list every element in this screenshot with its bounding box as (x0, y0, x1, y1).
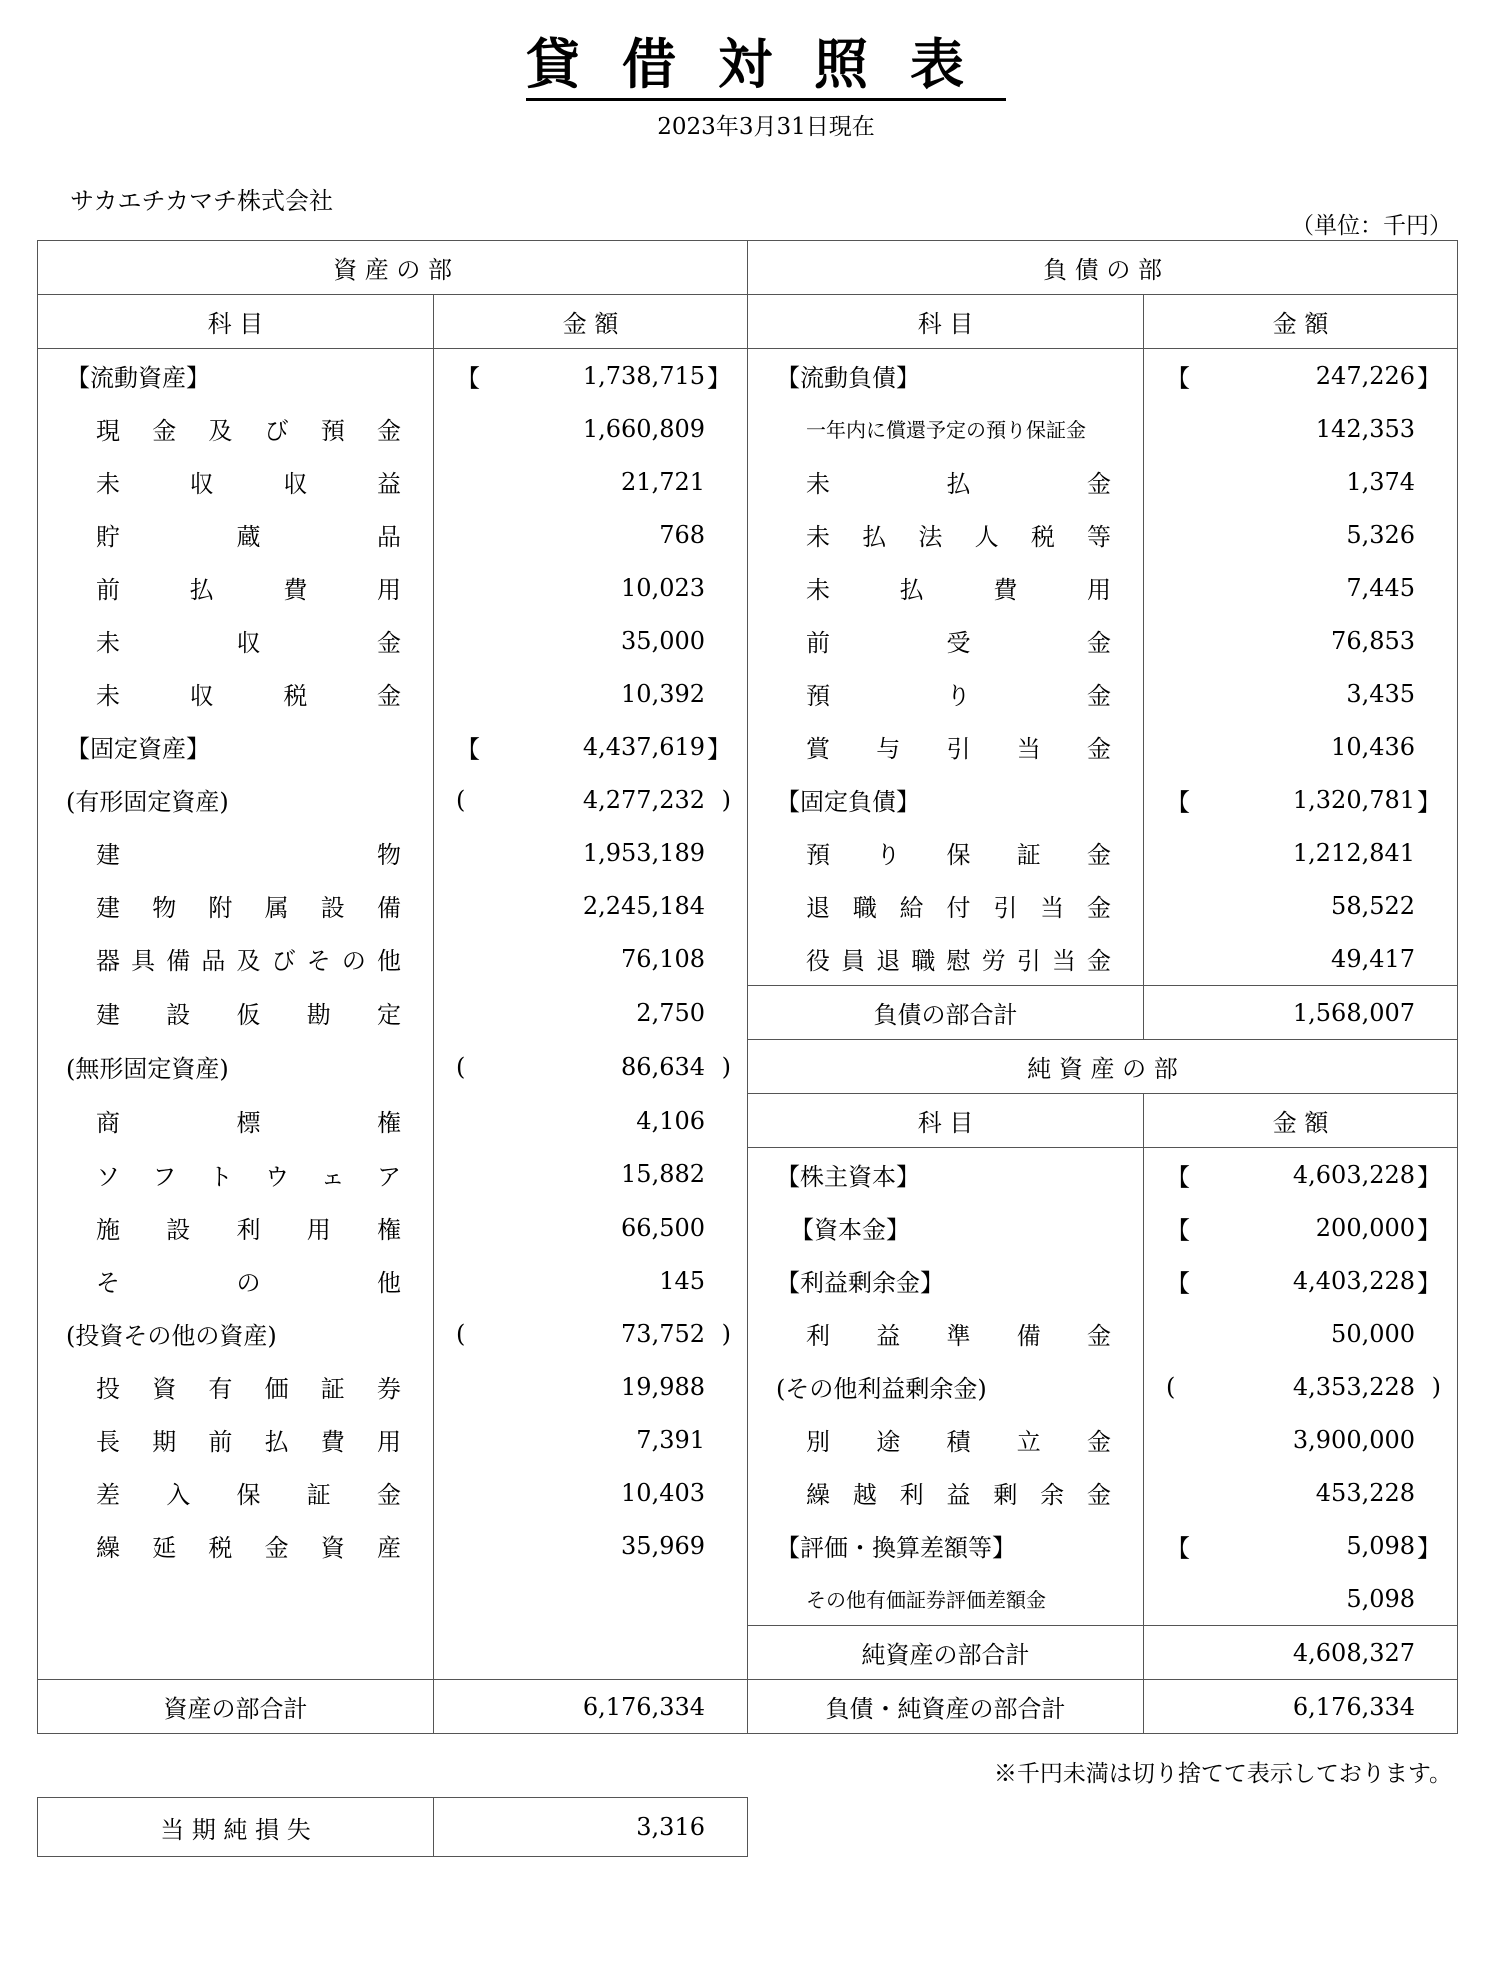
bracket-open: 【 (1166, 1163, 1191, 1191)
bracket-close: 】 (1417, 1163, 1442, 1191)
liabilities-total-label: 負債の部合計 (748, 986, 1144, 1040)
liability-amount-value: 10,436 (1331, 732, 1416, 761)
table-row (38, 1519, 1458, 1572)
liability-item-amount (1144, 879, 1458, 932)
asset-amount-value: 66,500 (621, 1213, 706, 1242)
asset-amount-value: 1,738,715 (582, 361, 706, 390)
liability-item-amount (1144, 508, 1458, 561)
net-item-label: 繰越利益剰余金 (748, 1466, 1144, 1519)
table-row (38, 1040, 1458, 1094)
bracket-close: 】 (1417, 1216, 1442, 1244)
liability-item-amount (1144, 349, 1458, 403)
liability-amount-value: 3,435 (1346, 679, 1416, 708)
table-row (38, 1094, 1458, 1148)
table-row (38, 1413, 1458, 1466)
liabilities-section-header: 負 債 の 部 (748, 241, 1458, 295)
liability-amount-value: 5,326 (1346, 520, 1416, 549)
net-assets-total-item-amount (1144, 1626, 1458, 1680)
net-amount-value: 200,000 (1315, 1213, 1416, 1242)
bracket-open: ( (456, 1319, 466, 1348)
asset-item-label: 【固定資産】 (38, 720, 434, 773)
table-row (38, 879, 1458, 932)
liab-net-total-label: 負債・純資産の部合計 (748, 1680, 1144, 1734)
asset-amount-value: 76,108 (621, 944, 706, 973)
net-item-label: 【評価・換算差額等】 (748, 1519, 1144, 1572)
net-item-amount (1144, 1413, 1458, 1466)
asset-amount-value: 2,750 (636, 998, 706, 1027)
liability-item-amount (1144, 455, 1458, 508)
table-row (38, 1626, 1458, 1680)
asset-item-amount (434, 561, 748, 614)
bracket-close: ) (1431, 1372, 1442, 1401)
assets-amount-header: 金 額 (434, 295, 748, 349)
liability-item-label: 【流動負債】 (748, 349, 1144, 403)
asset-amount-value: 1,660,809 (582, 414, 706, 443)
asset-item-amount (434, 1040, 748, 1094)
liability-item-amount (1144, 402, 1458, 455)
liability-item-amount (1144, 826, 1458, 879)
asset-item-label: 商標権 (38, 1094, 434, 1148)
net-assets-section-header: 純 資 産 の 部 (748, 1040, 1458, 1094)
asset-amount-value: 10,392 (621, 679, 706, 708)
table-row (38, 826, 1458, 879)
asset-amount-value: 86,634 (621, 1052, 706, 1081)
assets-item-header: 科 目 (38, 295, 434, 349)
asset-item-label: 建物 (38, 826, 434, 879)
net-assets-amount-header: 金 額 (1144, 1094, 1458, 1148)
asset-item-label: 前払費用 (38, 561, 434, 614)
net-item-amount (1144, 1360, 1458, 1413)
table-row (38, 1201, 1458, 1254)
net-amount-value: 4,603,228 (1292, 1160, 1416, 1189)
net-loss-value: 3,316 (434, 1798, 748, 1857)
asset-amount-value: 4,277,232 (582, 785, 706, 814)
liability-item-label: 預り金 (748, 667, 1144, 720)
table-row (38, 349, 1458, 403)
asset-item-amount (434, 1519, 748, 1572)
assets-section-header: 資 産 の 部 (38, 241, 748, 295)
asset-amount-value: 4,106 (636, 1106, 706, 1135)
asset-item-amount (434, 614, 748, 667)
net-item-label: その他有価証券評価差額金 (748, 1572, 1144, 1626)
asset-item-label: 未収収益 (38, 455, 434, 508)
net-item-amount (1144, 1466, 1458, 1519)
liability-item-label: 一年内に償還予定の預り保証金 (748, 402, 1144, 455)
table-row (38, 508, 1458, 561)
liability-item-label: 役員退職慰労引当金 (748, 932, 1144, 986)
asset-amount-value: 2,245,184 (582, 891, 706, 920)
liab-net-total-amount-value: 6,176,334 (1292, 1692, 1416, 1721)
bracket-open: 【 (1166, 1534, 1191, 1562)
table-row (38, 1572, 1458, 1626)
asset-item-amount (434, 1148, 748, 1202)
table-row (38, 1148, 1458, 1202)
liability-item-label: 前受金 (748, 614, 1144, 667)
bracket-close: ) (721, 1319, 732, 1348)
net-assets-total-amount-value: 4,608,327 (1292, 1638, 1416, 1667)
table-row (38, 561, 1458, 614)
net-item-amount (1144, 1254, 1458, 1307)
asset-item-amount (434, 1626, 748, 1680)
net-loss-table (37, 1797, 748, 1857)
assets-total-item-amount (434, 1680, 748, 1734)
assets-total-label: 資産の部合計 (38, 1680, 434, 1734)
asset-item-label: 建物附属設備 (38, 879, 434, 932)
asset-item-label: 器具備品及びその他 (38, 932, 434, 986)
asset-item-label: (無形固定資産) (38, 1040, 434, 1094)
asset-item-amount (434, 1201, 748, 1254)
net-item-amount (1144, 1307, 1458, 1360)
asset-item-label (38, 1572, 434, 1626)
bracket-open: 【 (1166, 1216, 1191, 1244)
asset-item-label: 未収金 (38, 614, 434, 667)
asset-amount-value: 145 (659, 1266, 706, 1295)
table-row (38, 932, 1458, 986)
asset-item-amount (434, 1094, 748, 1148)
asset-item-amount (434, 402, 748, 455)
liability-item-amount (1144, 667, 1458, 720)
asset-item-label: 現金及び預金 (38, 402, 434, 455)
asset-item-amount (434, 1307, 748, 1360)
bracket-open: ( (1166, 1372, 1176, 1401)
bracket-close: ) (721, 785, 732, 814)
net-amount-value: 3,900,000 (1292, 1425, 1416, 1454)
asset-item-amount (434, 1466, 748, 1519)
company-name: サカエチカマチ株式会社 (70, 187, 334, 215)
asset-amount-value: 1,953,189 (582, 838, 706, 867)
asset-item-amount (434, 349, 748, 403)
table-row (38, 1466, 1458, 1519)
asset-amount-value: 4,437,619 (582, 732, 706, 761)
asset-item-amount (434, 932, 748, 986)
net-amount-value: 5,098 (1346, 1531, 1416, 1560)
table-row (38, 614, 1458, 667)
net-amount-value: 4,353,228 (1292, 1372, 1416, 1401)
asset-item-amount (434, 986, 748, 1040)
liab-net-total-item-amount (1144, 1680, 1458, 1734)
liability-amount-value: 49,417 (1331, 944, 1416, 973)
liability-amount-value: 247,226 (1315, 361, 1416, 390)
asset-item-label: 施設利用権 (38, 1201, 434, 1254)
bracket-open: 【 (456, 735, 480, 763)
net-assets-total-label: 純資産の部合計 (748, 1626, 1144, 1680)
table-row (38, 720, 1458, 773)
net-item-amount (1144, 1148, 1458, 1202)
liability-amount-value: 1,320,781 (1292, 785, 1416, 814)
asset-item-label: その他 (38, 1254, 434, 1307)
bracket-close: 】 (1417, 364, 1442, 392)
asset-amount-value: 19,988 (621, 1372, 706, 1401)
asset-amount-value: 768 (659, 520, 706, 549)
table-row (38, 455, 1458, 508)
bracket-close: 】 (707, 735, 732, 763)
net-item-amount (1144, 1201, 1458, 1254)
bracket-open: 【 (1166, 788, 1191, 816)
net-item-label: 【株主資本】 (748, 1148, 1144, 1202)
liability-amount-value: 1,212,841 (1292, 838, 1416, 867)
bracket-open: 【 (456, 364, 480, 392)
liability-item-label: 未払金 (748, 455, 1144, 508)
net-amount-value: 453,228 (1315, 1478, 1416, 1507)
liability-item-amount (1144, 614, 1458, 667)
liabilities-item-header: 科 目 (748, 295, 1144, 349)
asset-amount-value: 35,969 (621, 1531, 706, 1560)
liability-item-label: 賞与引当金 (748, 720, 1144, 773)
net-assets-item-header: 科 目 (748, 1094, 1144, 1148)
net-item-label: 別途積立金 (748, 1413, 1144, 1466)
asset-item-amount (434, 1572, 748, 1626)
asset-item-label (38, 1626, 434, 1680)
liabilities-amount-header: 金 額 (1144, 295, 1458, 349)
asset-item-amount (434, 667, 748, 720)
asset-amount-value: 15,882 (621, 1160, 706, 1189)
bracket-close: ) (721, 1052, 732, 1081)
asset-item-amount (434, 455, 748, 508)
liability-amount-value: 1,374 (1346, 467, 1416, 496)
table-row (38, 1254, 1458, 1307)
net-amount-value: 4,403,228 (1292, 1266, 1416, 1295)
net-item-label: 【資本金】 (748, 1201, 1144, 1254)
asset-item-label: 建設仮勘定 (38, 986, 434, 1040)
table-row (38, 773, 1458, 826)
report-date: 2023年3月31日現在 (657, 114, 875, 140)
bracket-close: 】 (707, 364, 732, 392)
asset-amount-value: 35,000 (621, 626, 706, 655)
asset-item-label: 投資有価証券 (38, 1360, 434, 1413)
asset-item-amount (434, 1360, 748, 1413)
asset-item-amount (434, 773, 748, 826)
asset-item-label: 貯蔵品 (38, 508, 434, 561)
asset-item-amount (434, 508, 748, 561)
asset-item-amount (434, 720, 748, 773)
bracket-open: ( (456, 785, 466, 814)
asset-item-amount (434, 826, 748, 879)
asset-item-amount (434, 879, 748, 932)
net-item-amount (1144, 1519, 1458, 1572)
table-row (38, 1307, 1458, 1360)
asset-item-label: 長期前払費用 (38, 1413, 434, 1466)
asset-item-label: 未収税金 (38, 667, 434, 720)
net-item-label: 利益準備金 (748, 1307, 1144, 1360)
bracket-open: 【 (1166, 1269, 1191, 1297)
liability-amount-value: 7,445 (1346, 573, 1416, 602)
liability-item-amount (1144, 561, 1458, 614)
asset-item-label: 差入保証金 (38, 1466, 434, 1519)
asset-item-amount (434, 1254, 748, 1307)
liability-amount-value: 58,522 (1331, 891, 1416, 920)
liability-item-amount (1144, 720, 1458, 773)
asset-item-label: (投資その他の資産) (38, 1307, 434, 1360)
asset-item-amount (434, 1413, 748, 1466)
net-amount-value: 50,000 (1331, 1319, 1416, 1348)
rounding-note: ※千円未満は切り捨てて表示しております。 (993, 1761, 1452, 1787)
net-amount-value: 5,098 (1346, 1584, 1416, 1613)
net-item-amount (1144, 1572, 1458, 1626)
table-row (38, 1360, 1458, 1413)
liability-item-amount (1144, 932, 1458, 986)
liability-item-label: 【固定負債】 (748, 773, 1144, 826)
balance-sheet-table (37, 240, 1458, 1734)
bracket-close: 】 (1417, 1269, 1442, 1297)
liability-amount-value: 142,353 (1315, 414, 1416, 443)
table-row (38, 402, 1458, 455)
liabilities-total-item-amount (1144, 986, 1458, 1040)
asset-amount-value: 7,391 (636, 1425, 706, 1454)
liability-amount-value: 76,853 (1331, 626, 1416, 655)
document-title: 貸借対照表 (0, 22, 1500, 99)
bracket-close: 】 (1417, 788, 1442, 816)
bracket-close: 】 (1417, 1534, 1442, 1562)
asset-item-label: ソフトウェア (38, 1148, 434, 1202)
asset-amount-value: 73,752 (621, 1319, 706, 1348)
liabilities-total-amount-value: 1,568,007 (1292, 998, 1416, 1027)
asset-item-label: (有形固定資産) (38, 773, 434, 826)
assets-total-amount-value: 6,176,334 (582, 1692, 706, 1721)
liability-item-label: 未払法人税等 (748, 508, 1144, 561)
asset-amount-value: 10,403 (621, 1478, 706, 1507)
net-loss-label: 当 期 純 損 失 (38, 1798, 434, 1857)
unit-label: （単位：千円） (1291, 213, 1452, 239)
liability-item-label: 預り保証金 (748, 826, 1144, 879)
net-item-label: 【利益剰余金】 (748, 1254, 1144, 1307)
bracket-open: 【 (1166, 364, 1191, 392)
net-item-label: (その他利益剰余金) (748, 1360, 1144, 1413)
table-row (38, 667, 1458, 720)
liability-item-label: 未払費用 (748, 561, 1144, 614)
liability-item-amount (1144, 773, 1458, 826)
asset-item-label: 繰延税金資産 (38, 1519, 434, 1572)
asset-amount-value: 10,023 (621, 573, 706, 602)
table-row (38, 986, 1458, 1040)
totals-row (38, 1680, 1458, 1734)
asset-amount-value: 21,721 (621, 467, 706, 496)
liability-item-label: 退職給付引当金 (748, 879, 1144, 932)
bracket-open: ( (456, 1052, 466, 1081)
asset-item-label: 【流動資産】 (38, 349, 434, 403)
